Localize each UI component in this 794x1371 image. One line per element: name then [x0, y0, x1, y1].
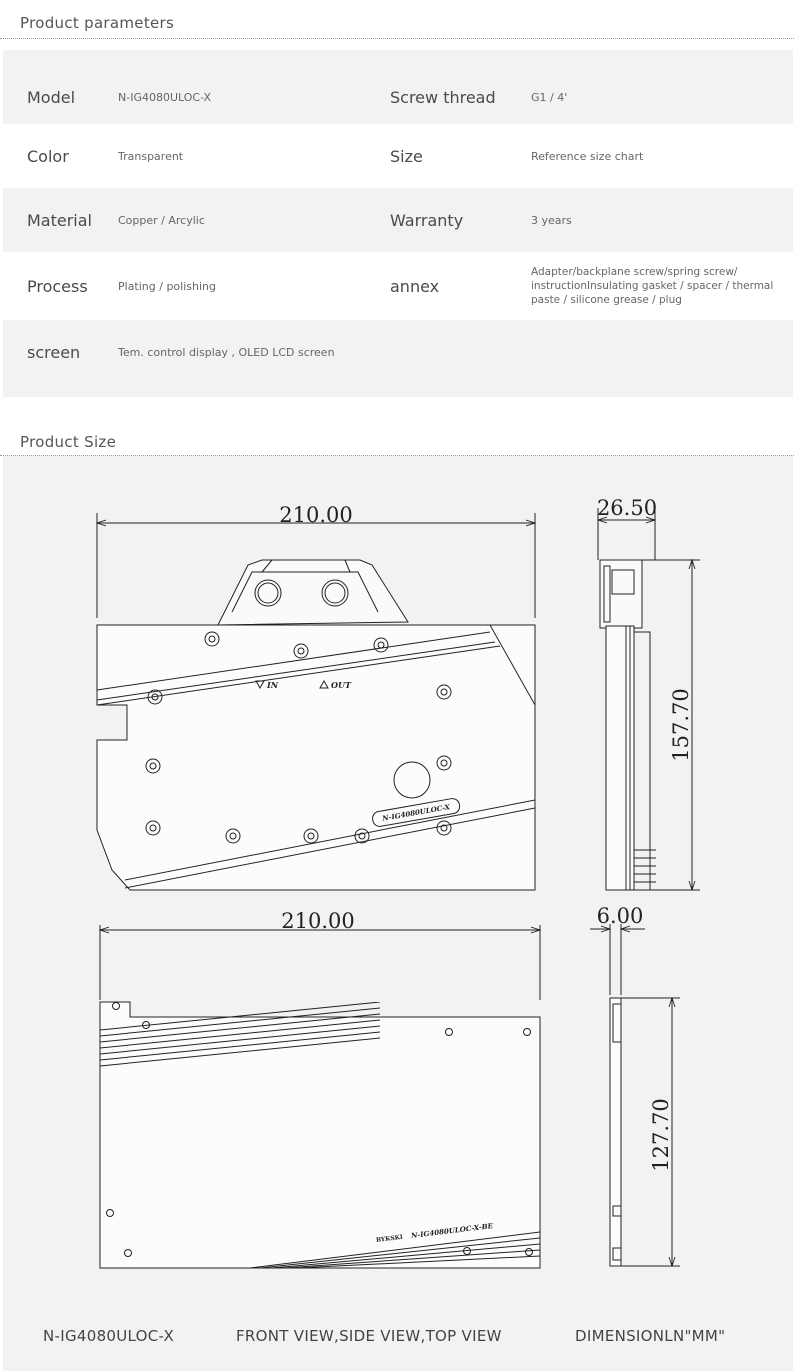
param-label: Warranty [390, 210, 464, 230]
param-value: Reference size chart [531, 149, 644, 163]
params-title: Product parameters [20, 14, 175, 32]
param-label: Material [27, 210, 92, 230]
param-value: Tem. control display , OLED LCD screen [118, 345, 335, 359]
param-value: Adapter/backplane screw/spring screw/ instructionInsulating gasket / spacer / thermal paste / silicone grease / plug [531, 266, 774, 306]
top-height-dim: 127.70 [649, 1098, 673, 1172]
param-label: annex [390, 276, 440, 296]
param-value: Plating / polishing [118, 279, 216, 293]
front-width-dim: 210.00 [279, 503, 353, 527]
front-view [97, 513, 535, 890]
param-value: N-IG4080ULOC-X [118, 90, 212, 104]
size-title: Product Size [20, 433, 117, 451]
in-label: IN [267, 680, 279, 690]
out-label: OUT [331, 680, 351, 690]
param-value: 3 years [531, 213, 572, 227]
param-label: Process [27, 276, 88, 296]
brand-label: BYKSKI [375, 1233, 404, 1244]
param-value: Transparent [118, 149, 184, 163]
side-depth-dim: 26.50 [596, 496, 658, 520]
side-height-dim: 157.70 [669, 688, 693, 762]
top-view [590, 924, 680, 1266]
footer-model: N-IG4080ULOC-X [43, 1327, 175, 1345]
back-width-dim: 210.00 [281, 909, 355, 933]
param-label: Screw thread [390, 87, 496, 107]
footer-views: FRONT VIEW,SIDE VIEW,TOP VIEW [236, 1327, 502, 1345]
top-depth-dim: 6.00 [596, 904, 644, 928]
param-label: screen [27, 342, 81, 362]
param-label: Size [390, 146, 423, 166]
back-model-label: N-IG4080ULOC-X-BE [410, 1221, 494, 1240]
terminal-block [218, 560, 408, 625]
front-model-label: N-IG4080ULOC-X [381, 802, 451, 823]
param-value: G1 / 4' [531, 90, 568, 104]
param-label: Model [27, 87, 76, 107]
param-label: Color [27, 146, 69, 166]
footer-unit: DIMENSIONLN"MM" [575, 1327, 726, 1345]
param-value: Copper / Arcylic [118, 213, 205, 227]
top-plate [610, 998, 621, 1266]
back-view [100, 925, 540, 1268]
